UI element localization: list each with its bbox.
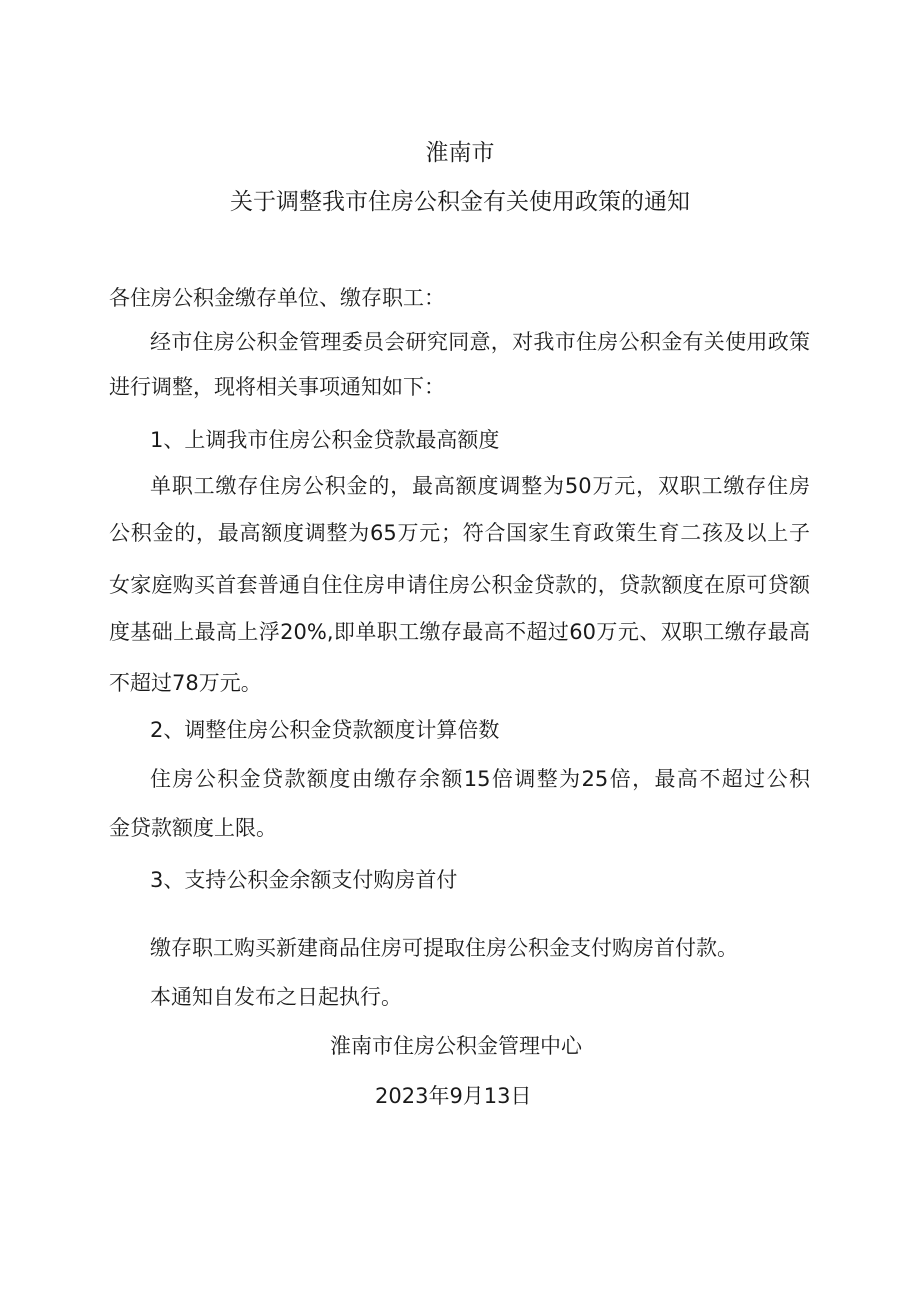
- section1-line-4: 度基础上最高上浮20%,即单职工缴存最高不超过60万元、双职工缴存最高: [109, 620, 810, 644]
- issuer: 淮南市住房公积金管理中心: [330, 1034, 582, 1058]
- section2-heading: 2、调整住房公积金贷款额度计算倍数: [150, 718, 500, 742]
- title-city: 淮南市: [425, 140, 495, 166]
- salutation: 各住房公积金缴存单位、缴存职工：: [109, 286, 445, 310]
- issue-date: 2023年9月13日: [375, 1084, 532, 1108]
- section1-line-3: 女家庭购买首套普通自住住房申请住房公积金贷款的，贷款额度在原可贷额: [109, 573, 810, 597]
- section3-line-1: 缴存职工购买新建商品住房可提取住房公积金支付购房首付款。: [150, 936, 738, 960]
- document-title: 关于调整我市住房公积金有关使用政策的通知: [230, 189, 690, 215]
- intro-line-2: 进行调整，现将相关事项通知如下：: [109, 375, 445, 399]
- section1-line-5: 不超过78万元。: [109, 671, 262, 695]
- intro-line-1: 经市住房公积金管理委员会研究同意，对我市住房公积金有关使用政策: [150, 330, 810, 354]
- section1-line-1: 单职工缴存住房公积金的，最高额度调整为50万元，双职工缴存住房: [150, 474, 810, 498]
- section1-line-2: 公积金的，最高额度调整为65万元；符合国家生育政策生育二孩及以上子: [109, 521, 810, 545]
- section2-line-2: 金贷款额度上限。: [109, 816, 277, 840]
- section2-line-1: 住房公积金贷款额度由缴存余额15倍调整为25倍，最高不超过公积: [150, 767, 810, 791]
- effective-statement: 本通知自发布之日起执行。: [150, 985, 402, 1009]
- section1-heading: 1、上调我市住房公积金贷款最高额度: [150, 428, 500, 452]
- section3-heading: 3、支持公积金余额支付购房首付: [150, 868, 458, 892]
